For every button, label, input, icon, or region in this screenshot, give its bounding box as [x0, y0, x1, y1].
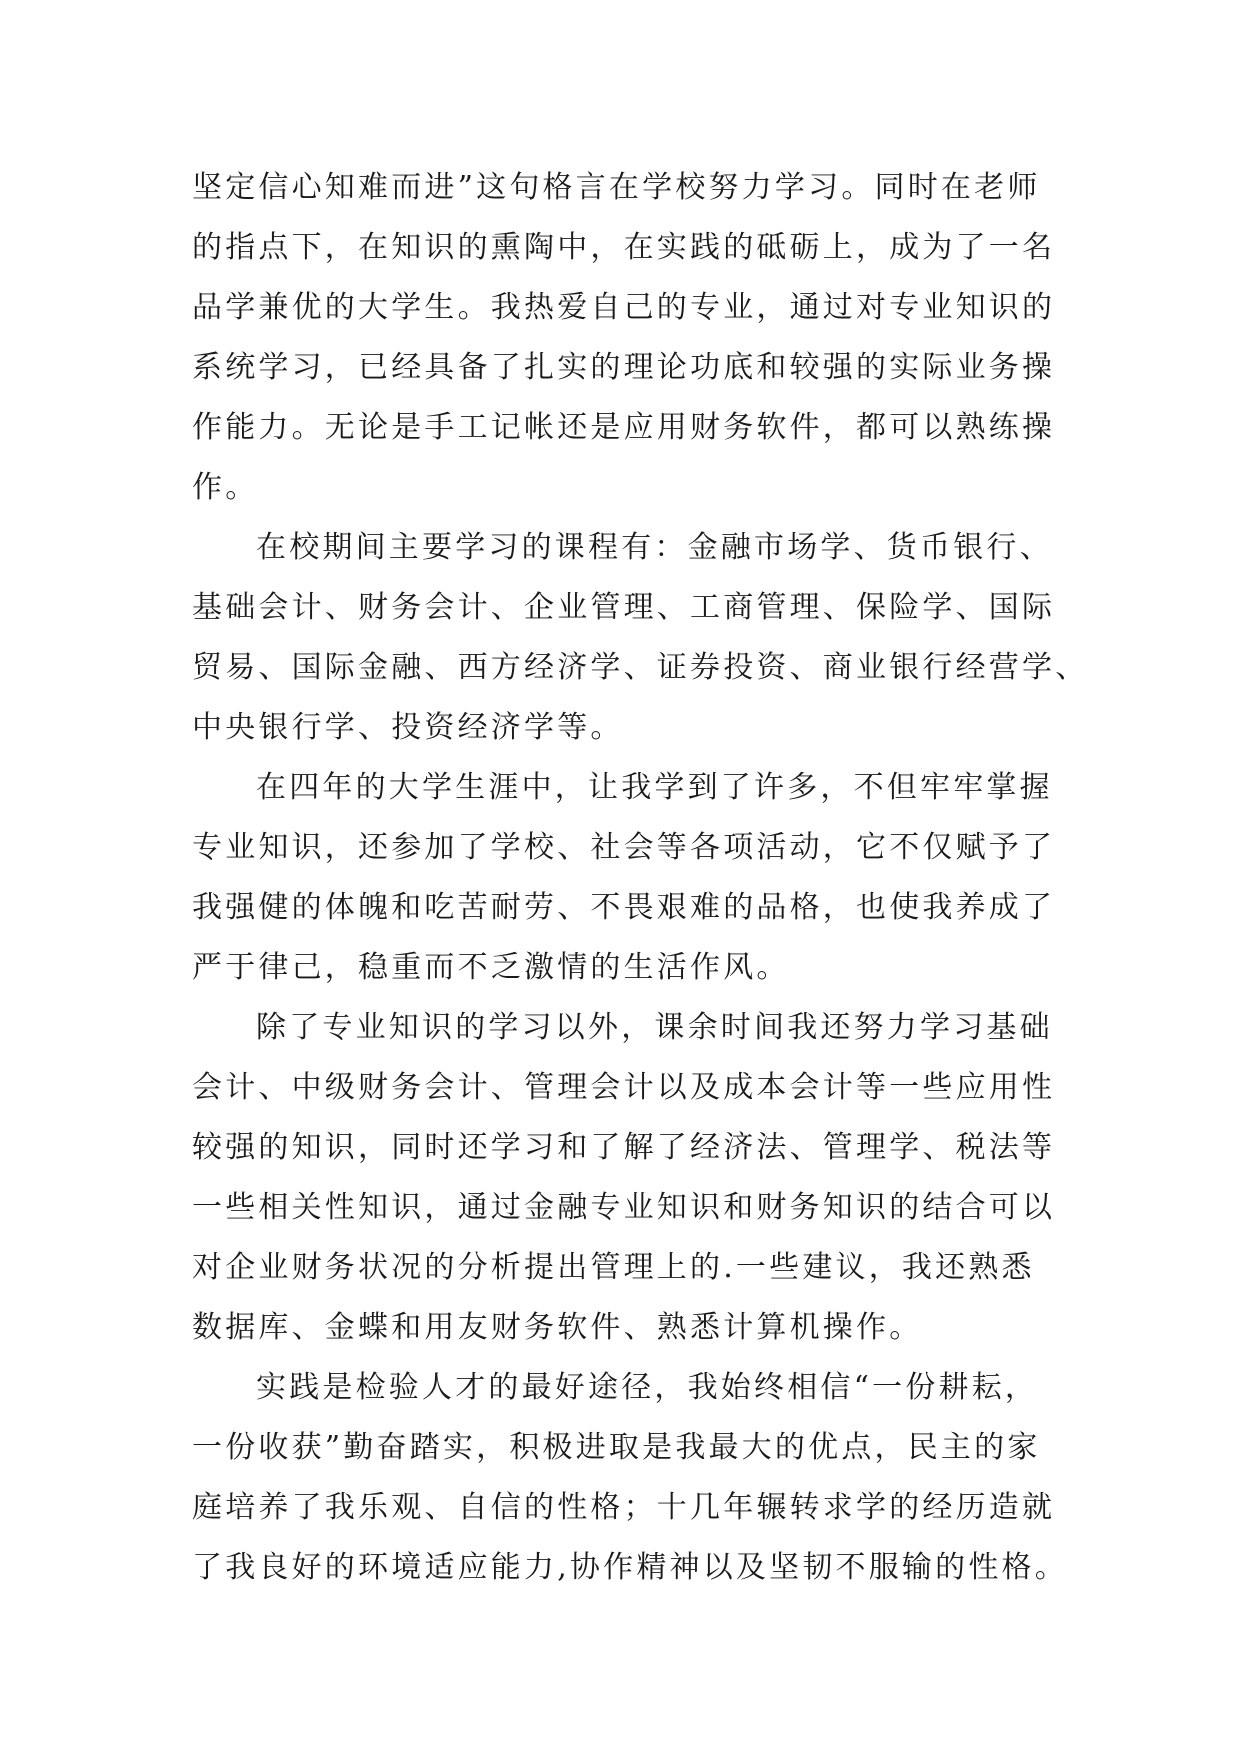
text-line: 系统学习，已经具备了扎实的理论功底和较强的实际业务操	[192, 350, 1056, 385]
text-line: 的指点下，在知识的熏陶中，在实践的砥砺上，成为了一名	[192, 230, 1056, 265]
text-line: 我强健的体魄和吃苦耐劳、不畏艰难的品格，也使我养成了	[192, 890, 1056, 925]
text-line: 庭培养了我乐观、自信的性格；十几年辗转求学的经历造就	[192, 1490, 1056, 1525]
text-line: 一些相关性知识，通过金融专业知识和财务知识的结合可以	[192, 1190, 1056, 1225]
text-line: 中央银行学、投资经济学等。	[192, 710, 624, 745]
text-line: 一份收获”勤奋踏实，积极进取是我最大的优点，民主的家	[192, 1430, 1041, 1465]
text-line: 对企业财务状况的分析提出管理上的.一些建议，我还熟悉	[192, 1250, 1035, 1285]
document-body	[192, 158, 1089, 1598]
text-line: 会计、中级财务会计、管理会计以及成本会计等一些应用性	[192, 1070, 1056, 1105]
text-line: 在校期间主要学习的课程有：金融市场学、货币银行、	[256, 530, 1053, 565]
text-line: 基础会计、财务会计、企业管理、工商管理、保险学、国际	[192, 590, 1056, 625]
text-line: 除了专业知识的学习以外，课余时间我还努力学习基础	[256, 1010, 1053, 1045]
text-line: 作。	[192, 470, 259, 505]
text-line: 严于律己，稳重而不乏激情的生活作风。	[192, 950, 790, 985]
text-line: 数据库、金蝶和用友财务软件、熟悉计算机操作。	[192, 1310, 923, 1345]
text-line: 贸易、国际金融、西方经济学、证券投资、商业银行经营学、	[192, 650, 1089, 685]
text-line: 作能力。无论是手工记帐还是应用财务软件，都可以熟练操	[192, 410, 1056, 445]
text-line: 专业知识，还参加了学校、社会等各项活动，它不仅赋予了	[192, 830, 1056, 865]
text-line: 实践是检验人才的最好途径，我始终相信“一份耕耘，	[256, 1370, 1039, 1405]
text-line: 坚定信心知难而进”这句格言在学校努力学习。同时在老师	[192, 170, 1041, 205]
text-line: 了我良好的环境适应能力,协作精神以及坚韧不服输的性格。	[192, 1550, 1068, 1585]
text-line: 较强的知识，同时还学习和了解了经济法、管理学、税法等	[192, 1130, 1056, 1165]
text-line: 在四年的大学生涯中，让我学到了许多，不但牢牢掌握	[256, 770, 1053, 805]
text-line: 品学兼优的大学生。我热爱自己的专业，通过对专业知识的	[192, 290, 1056, 325]
